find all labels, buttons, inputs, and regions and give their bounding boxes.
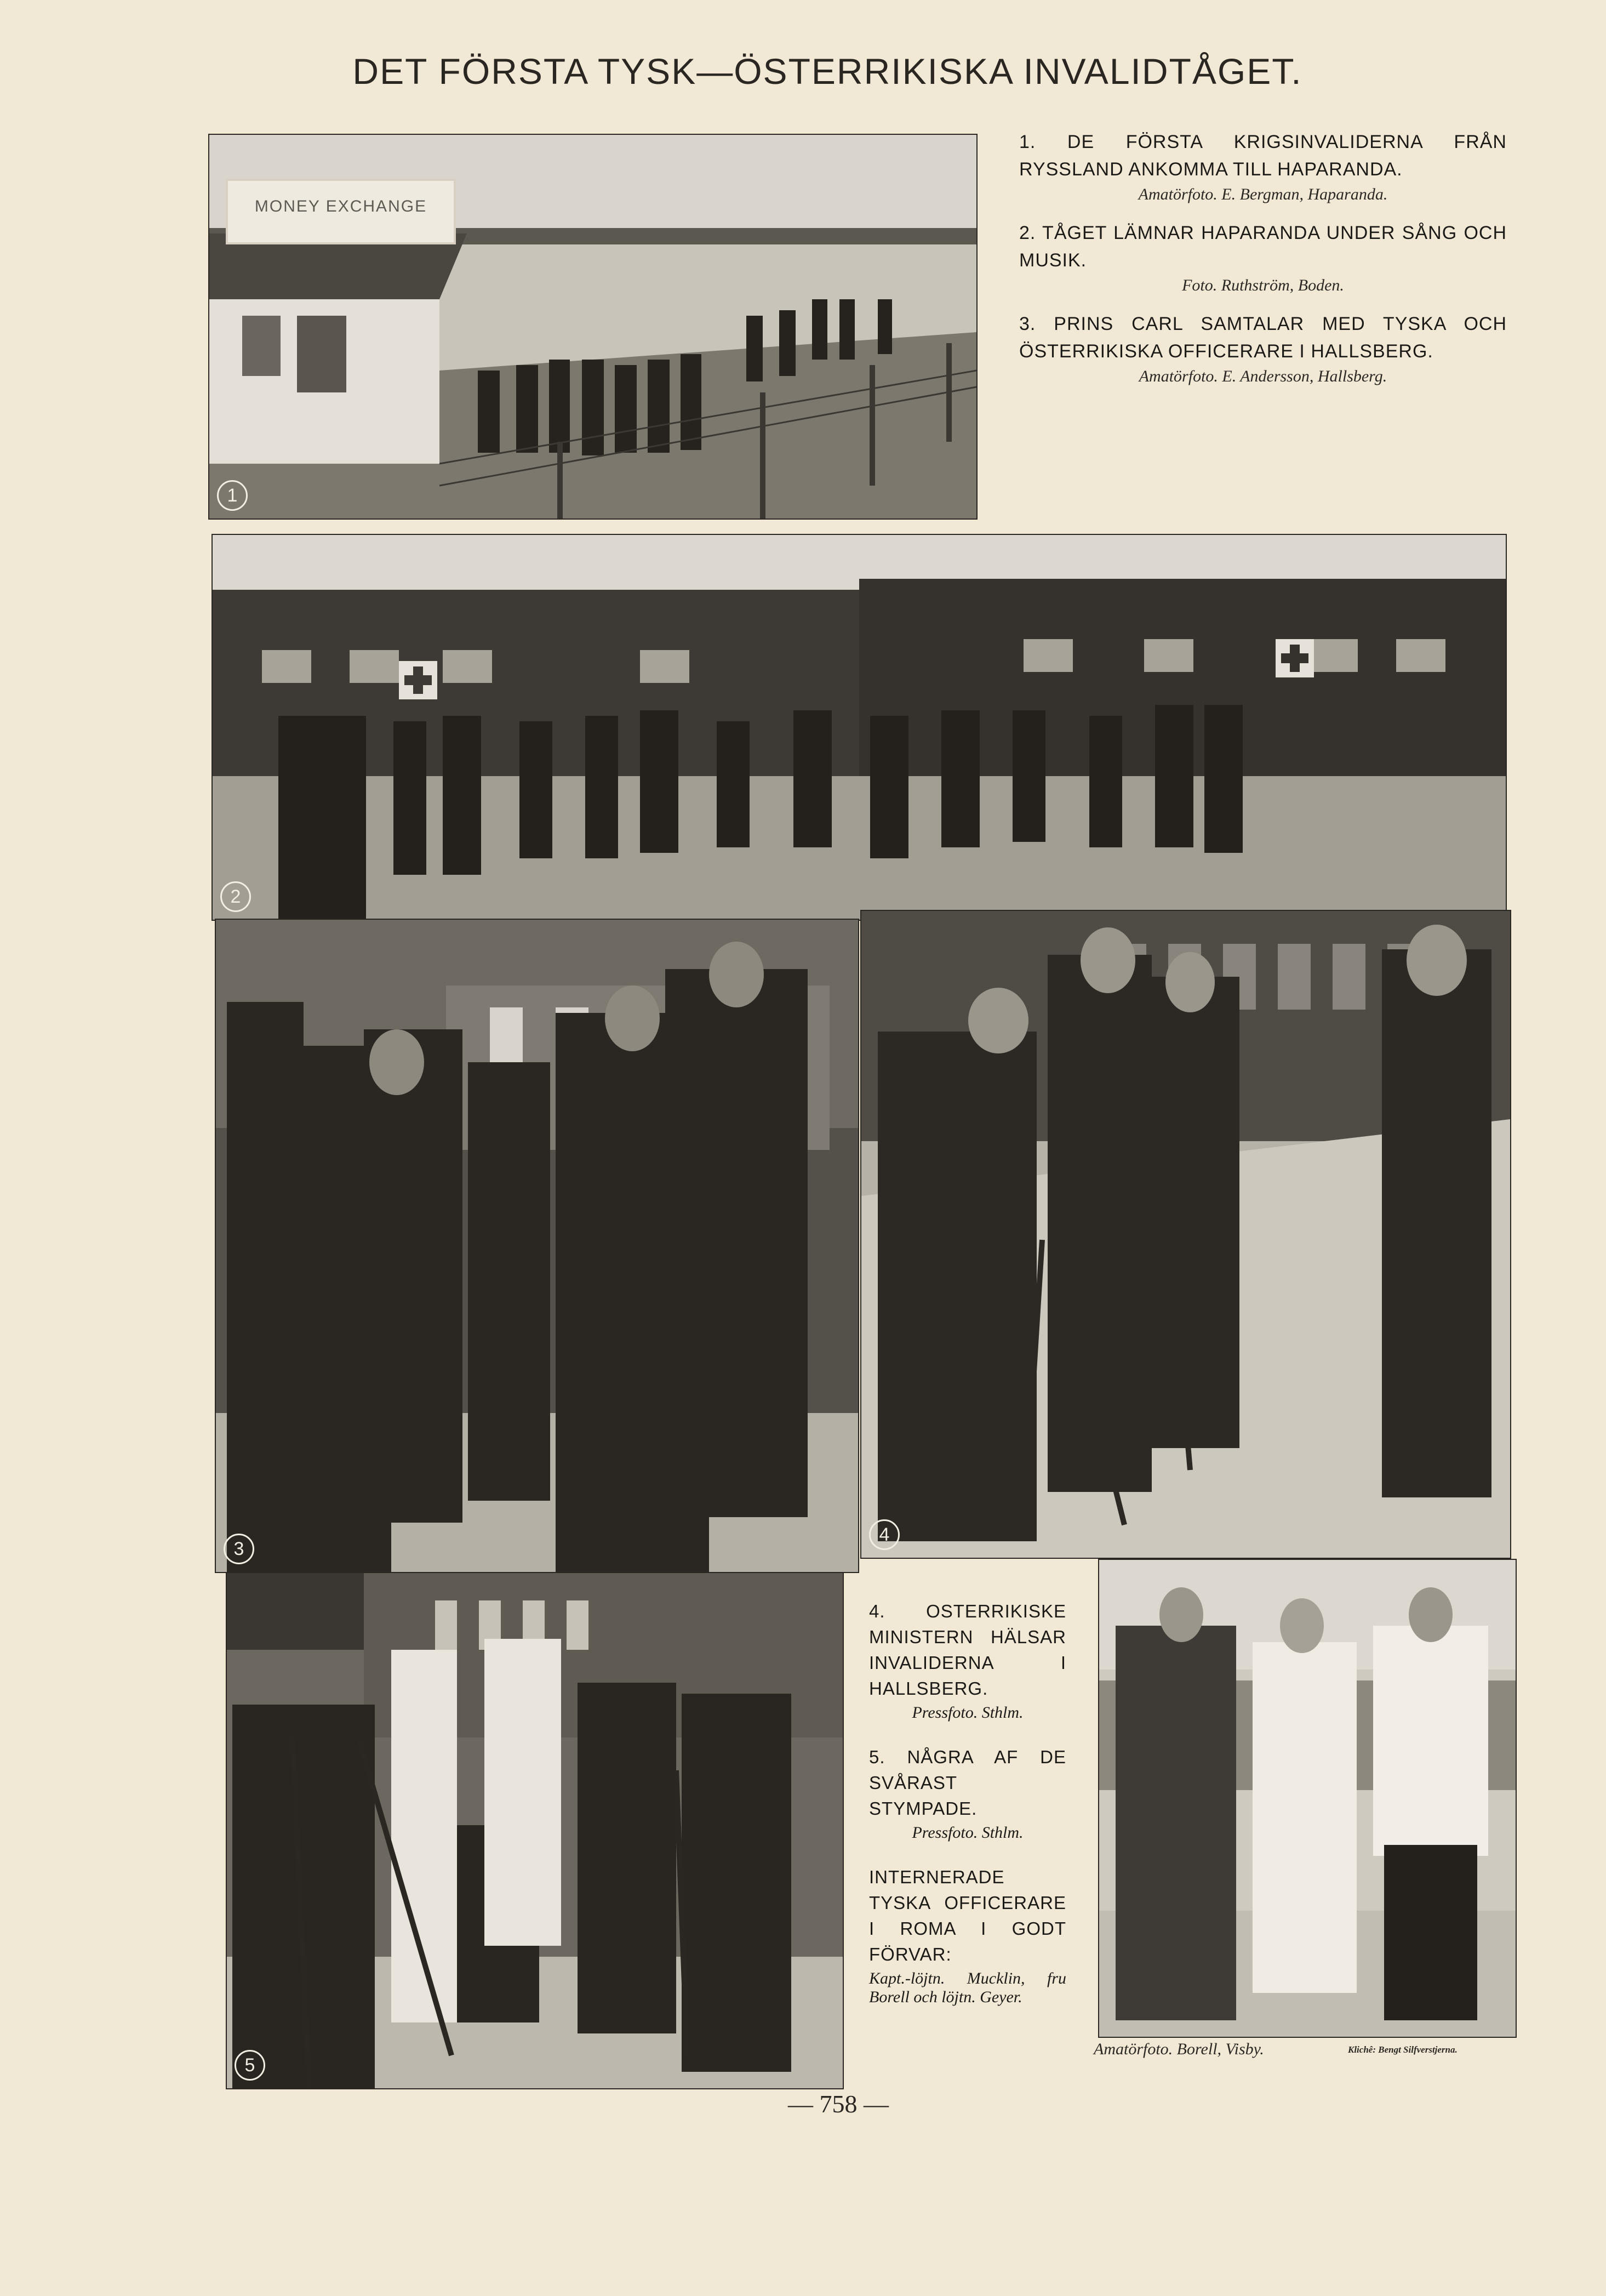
caption-1: 1. DE FÖRSTA KRIGSINVALIDERNA FRÅN RYSSLAND ANKOMMA TILL HAPARANDA.	[1019, 132, 1507, 180]
photo-4-minister	[860, 910, 1511, 1559]
caption-6: INTERNERADE TYSKA OFFICERARE I ROMA I GODT FÖRVAR:	[869, 1867, 1066, 1964]
caption-4-credit: Pressfoto. Sthlm.	[912, 1704, 1024, 1722]
publisher-mark: Klichê: Bengt Silfverstjerna.	[1348, 2044, 1458, 2055]
photo-number-4: 4	[869, 1519, 900, 1550]
caption-3-credit: Amatörfoto. E. Andersson, Hallsberg.	[1139, 367, 1387, 385]
captions-top	[1019, 128, 1507, 401]
photo-number-2: 2	[220, 881, 251, 912]
photo-2-train-departure	[212, 534, 1507, 921]
caption-5-credit: Pressfoto. Sthlm.	[912, 1824, 1024, 1842]
photo-2-image	[213, 535, 1506, 920]
photo-6-image	[1099, 1560, 1516, 2037]
photo-number-5: 5	[235, 2050, 265, 2081]
photo-3-image	[216, 920, 858, 1572]
caption-3: 3. PRINS CARL SAMTALAR MED TYSKA OCH ÖSTERRIKISKA OFFICERARE I HALLSBERG.	[1019, 314, 1507, 362]
photo-4-image	[861, 911, 1510, 1558]
photo-number-1: 1	[217, 480, 248, 511]
page-number: — 758 —	[788, 2090, 889, 2118]
caption-1-credit: Amatörfoto. E. Bergman, Haparanda.	[1138, 185, 1388, 203]
caption-2: 2. TÅGET LÄMNAR HAPARANDA UNDER SÅNG OCH MUSIK.	[1019, 223, 1507, 271]
caption-5: 5. NÅGRA AF DE SVÅRAST STYMPADE.	[869, 1747, 1066, 1819]
captions-middle	[869, 1598, 1066, 2029]
page-title: DET FÖRSTA TYSK—ÖSTERRIKISKA INVALIDTÅGET.	[352, 51, 1302, 92]
photo-1-haparanda-arrival	[208, 134, 978, 520]
caption-2-credit: Foto. Ruthström, Boden.	[1182, 276, 1344, 294]
caption-4: 4. OSTERRIKISKE MINISTERN HÄLSAR INVALIDERNA I HALLSBERG.	[869, 1601, 1066, 1699]
caption-6-credit: Kapt.-löjtn. Mucklin, fru Borell och löjtn. Geyer.	[869, 1969, 1066, 2006]
photo-6-interned-officers	[1098, 1559, 1517, 2038]
photo-3-prins-carl	[215, 919, 859, 1573]
money-exchange-sign: MONEY EXCHANGE	[226, 179, 456, 244]
photo-number-3: 3	[224, 1534, 254, 1564]
photo-5-wounded-soldiers	[226, 1572, 844, 2089]
photo-5-image	[227, 1573, 843, 2088]
photo-6-credit: Amatörfoto. Borell, Visby.	[1094, 2040, 1264, 2058]
